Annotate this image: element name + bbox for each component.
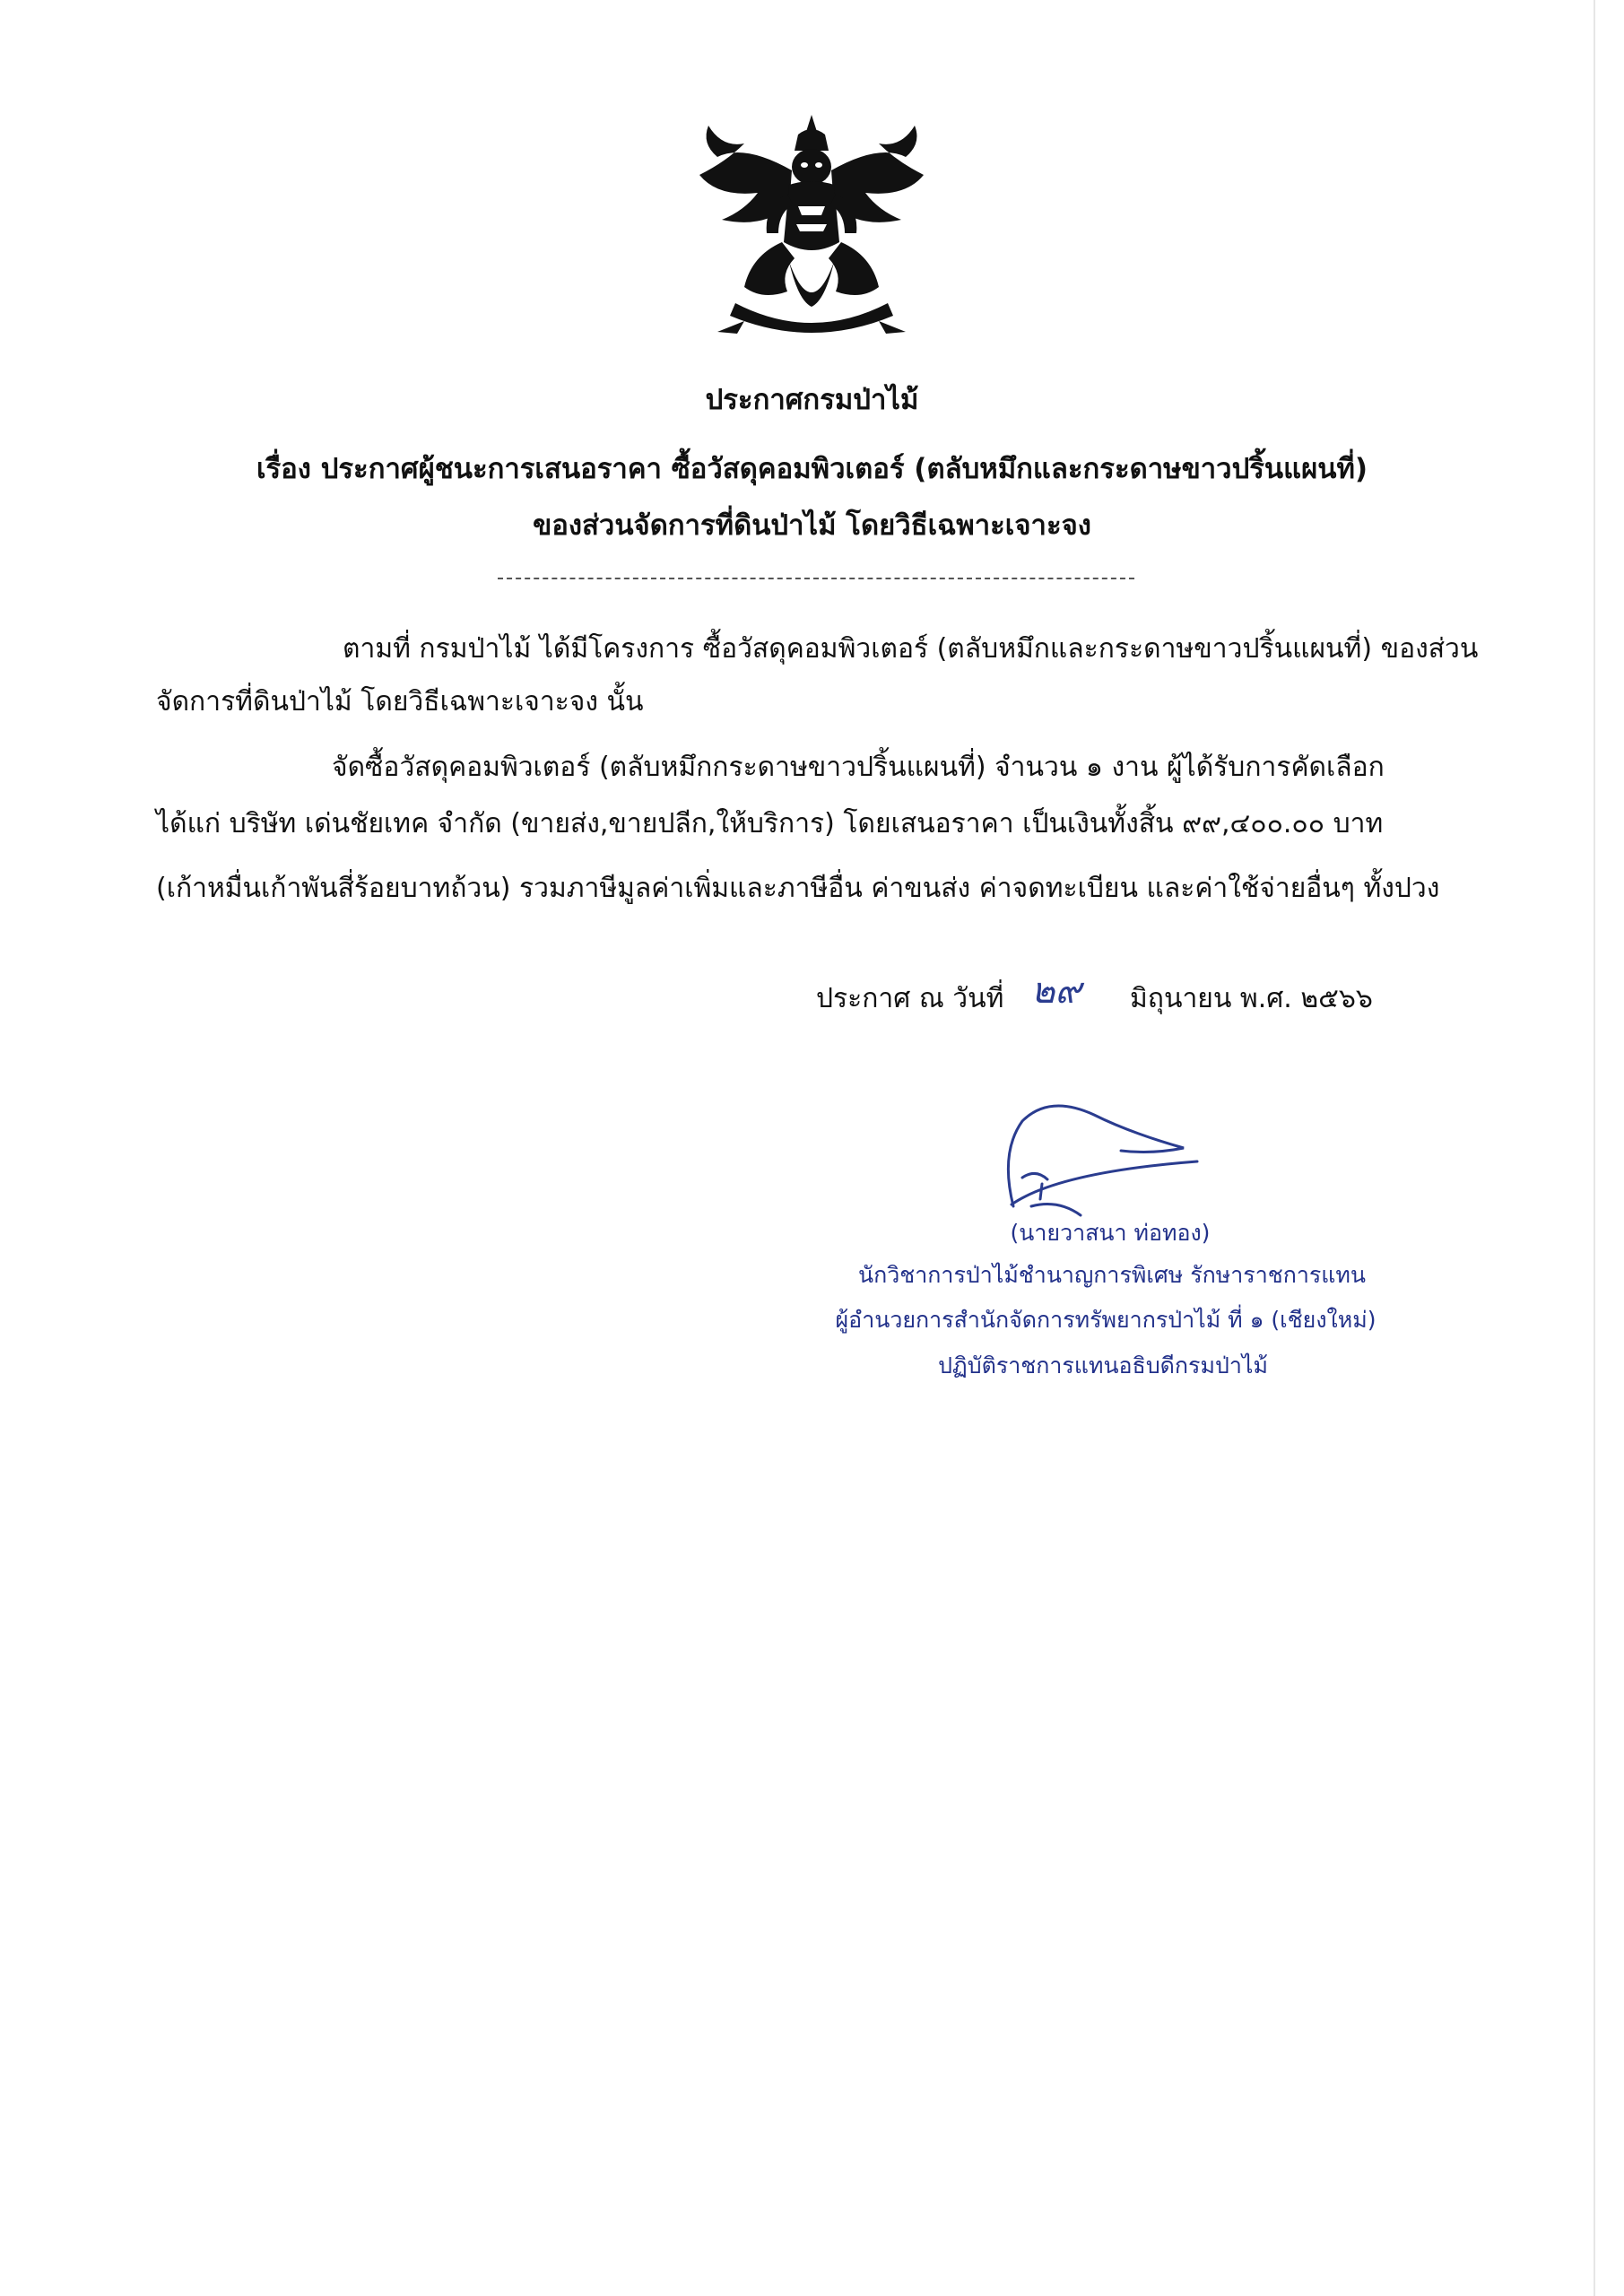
date-day-handwritten: ๒๙ (1031, 970, 1081, 1012)
paragraph-2-line-2: ได้แก่ บริษัท เด่นชัยเทค จำกัด (ขายส่ง,ขายปลีก,ให้บริการ) โดยเสนอราคา เป็นเงินทั้งสิ้น ๙๙,๔๐๐.๐๐ บาท (156, 808, 1384, 839)
separator-line (498, 578, 1134, 579)
document-title: ประกาศกรมป่าไม้ (705, 384, 919, 416)
page-edge-line (1594, 0, 1595, 2296)
signatory-position-1: นักวิชาการป่าไม้ชำนาญการพิเศษ รักษาราชการแทน (858, 1262, 1366, 1288)
garuda-emblem-icon (682, 108, 942, 350)
paragraph-1-line-2: จัดการที่ดินป่าไม้ โดยวิธีเฉพาะเจาะจง นั้น (156, 686, 644, 718)
signature-icon (995, 1099, 1202, 1224)
date-label: ประกาศ ณ วันที่ (816, 983, 1004, 1014)
paragraph-2-line-3: (เก้าหมื่นเก้าพันสี่ร้อยบาทถ้วน) รวมภาษีมูลค่าเพิ่มและภาษีอื่น ค่าขนส่ง ค่าจดทะเบียน และค่าใช้จ่ายอื่นๆ ทั้งปวง (156, 873, 1440, 904)
signatory-position-3: ปฏิบัติราชการแทนอธิบดีกรมป่าไม้ (938, 1352, 1268, 1378)
subject-line-1: เรื่อง ประกาศผู้ชนะการเสนอราคา ซื้อวัสดุคอมพิวเตอร์ (ตลับหมึกและกระดาษขาวปริ้นแผนที่) (256, 453, 1368, 485)
signatory-name: (นายวาสนา ท่อทอง) (1010, 1220, 1211, 1246)
date-month-year: มิถุนายน พ.ศ. ๒๕๖๖ (1130, 983, 1373, 1014)
paragraph-1-line-1: ตามที่ กรมป่าไม้ ได้มีโครงการ ซื้อวัสดุคอมพิวเตอร์ (ตลับหมึกและกระดาษขาวปริ้นแผนที่) ของส่วน (343, 633, 1479, 665)
subject-line-2: ของส่วนจัดการที่ดินป่าไม้ โดยวิธีเฉพาะเจาะจง (533, 509, 1091, 542)
paragraph-2-line-1: จัดซื้อวัสดุคอมพิวเตอร์ (ตลับหมึกกระดาษขาวปริ้นแผนที่) จำนวน ๑ งาน ผู้ได้รับการคัดเลือก (332, 752, 1385, 783)
signatory-position-2: ผู้อำนวยการสำนักจัดการทรัพยากรป่าไม้ ที่ ๑ (เชียงใหม่) (835, 1307, 1376, 1333)
